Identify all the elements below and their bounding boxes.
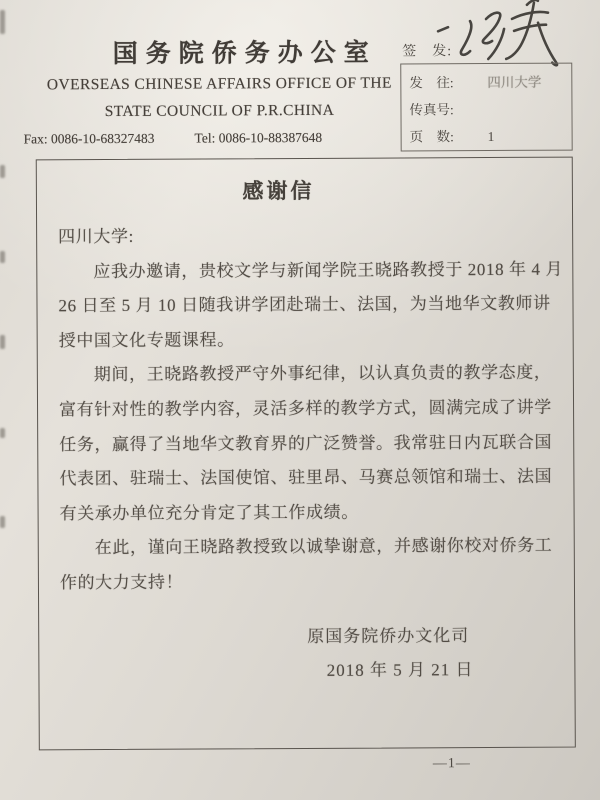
- body-line: 任务，赢得了当地华文教育界的广泛赞誉。我常驻日内瓦联合国: [59, 432, 553, 454]
- body-line: 在此，谨向王晓路教授致以诚挚谢意，并感谢你校对侨务工: [94, 536, 553, 558]
- body-line: 期间，王晓路教授严守外事纪律，以认真负责的教学态度，: [93, 363, 552, 385]
- tel-number: Tel: 0086-10-88387648: [194, 129, 323, 146]
- letter-title: 感谢信: [242, 178, 315, 204]
- body-line: 授中国文化专题课程。: [58, 330, 235, 351]
- body-line: 应我办邀请，贵校文学与新闻学院王晓路教授于 2018 年 4 月: [93, 259, 564, 281]
- org-name-english-line2: STATE COUNCIL OF P.R.CHINA: [104, 101, 335, 121]
- scan-smudge: [0, 10, 5, 34]
- body-line: 代表团、驻瑞士、法国使馆、驻里昂、马赛总领馆和瑞士、法国: [59, 466, 553, 489]
- scan-smudge: [0, 516, 5, 528]
- org-name-english-line1: OVERSEAS CHINESE AFFAIRS OFFICE OF THE: [46, 74, 392, 94]
- letter-body: [58, 218, 564, 601]
- issued-by-label: 签 发:: [402, 44, 453, 60]
- letter-body-box: [36, 157, 576, 751]
- page-number: —1—: [432, 756, 471, 772]
- body-line: 富有针对性的教学内容，灵活多样的教学方式，圆满完成了讲学: [58, 397, 552, 420]
- body-line: 26 日至 5 月 10 日随我讲学团赴瑞士、法国，为当地华文教师讲: [58, 293, 551, 316]
- fax-label: 传真号:: [409, 102, 454, 118]
- pages-value: 1: [487, 128, 495, 145]
- routing-table: [400, 63, 572, 152]
- routing-row-fax: [409, 96, 571, 124]
- org-name-chinese: 国务院侨务办公室: [112, 39, 377, 68]
- signoff-date: 2018 年 5 月 21 日: [326, 659, 474, 680]
- routing-row-pages: [410, 123, 572, 151]
- scan-smudge: [0, 428, 5, 438]
- body-line: 作的大力支持！: [59, 572, 184, 593]
- scan-smudge: [0, 251, 5, 263]
- fax-number: Fax: 0086-10-68327483: [23, 130, 155, 147]
- destination-label: 发 往:: [409, 75, 454, 91]
- pages-label: 页 数:: [409, 129, 454, 145]
- scan-smudge: [0, 165, 5, 178]
- signoff-department: 原国务院侨办文化司: [307, 625, 470, 646]
- body-line: 有关承办单位充分肯定了其工作成绩。: [59, 502, 359, 524]
- body-line: 四川大学:: [58, 226, 134, 247]
- routing-row-destination: [409, 69, 571, 97]
- scan-smudge: [0, 335, 5, 349]
- contact-line: [24, 129, 426, 147]
- destination-value: 四川大学: [487, 74, 542, 91]
